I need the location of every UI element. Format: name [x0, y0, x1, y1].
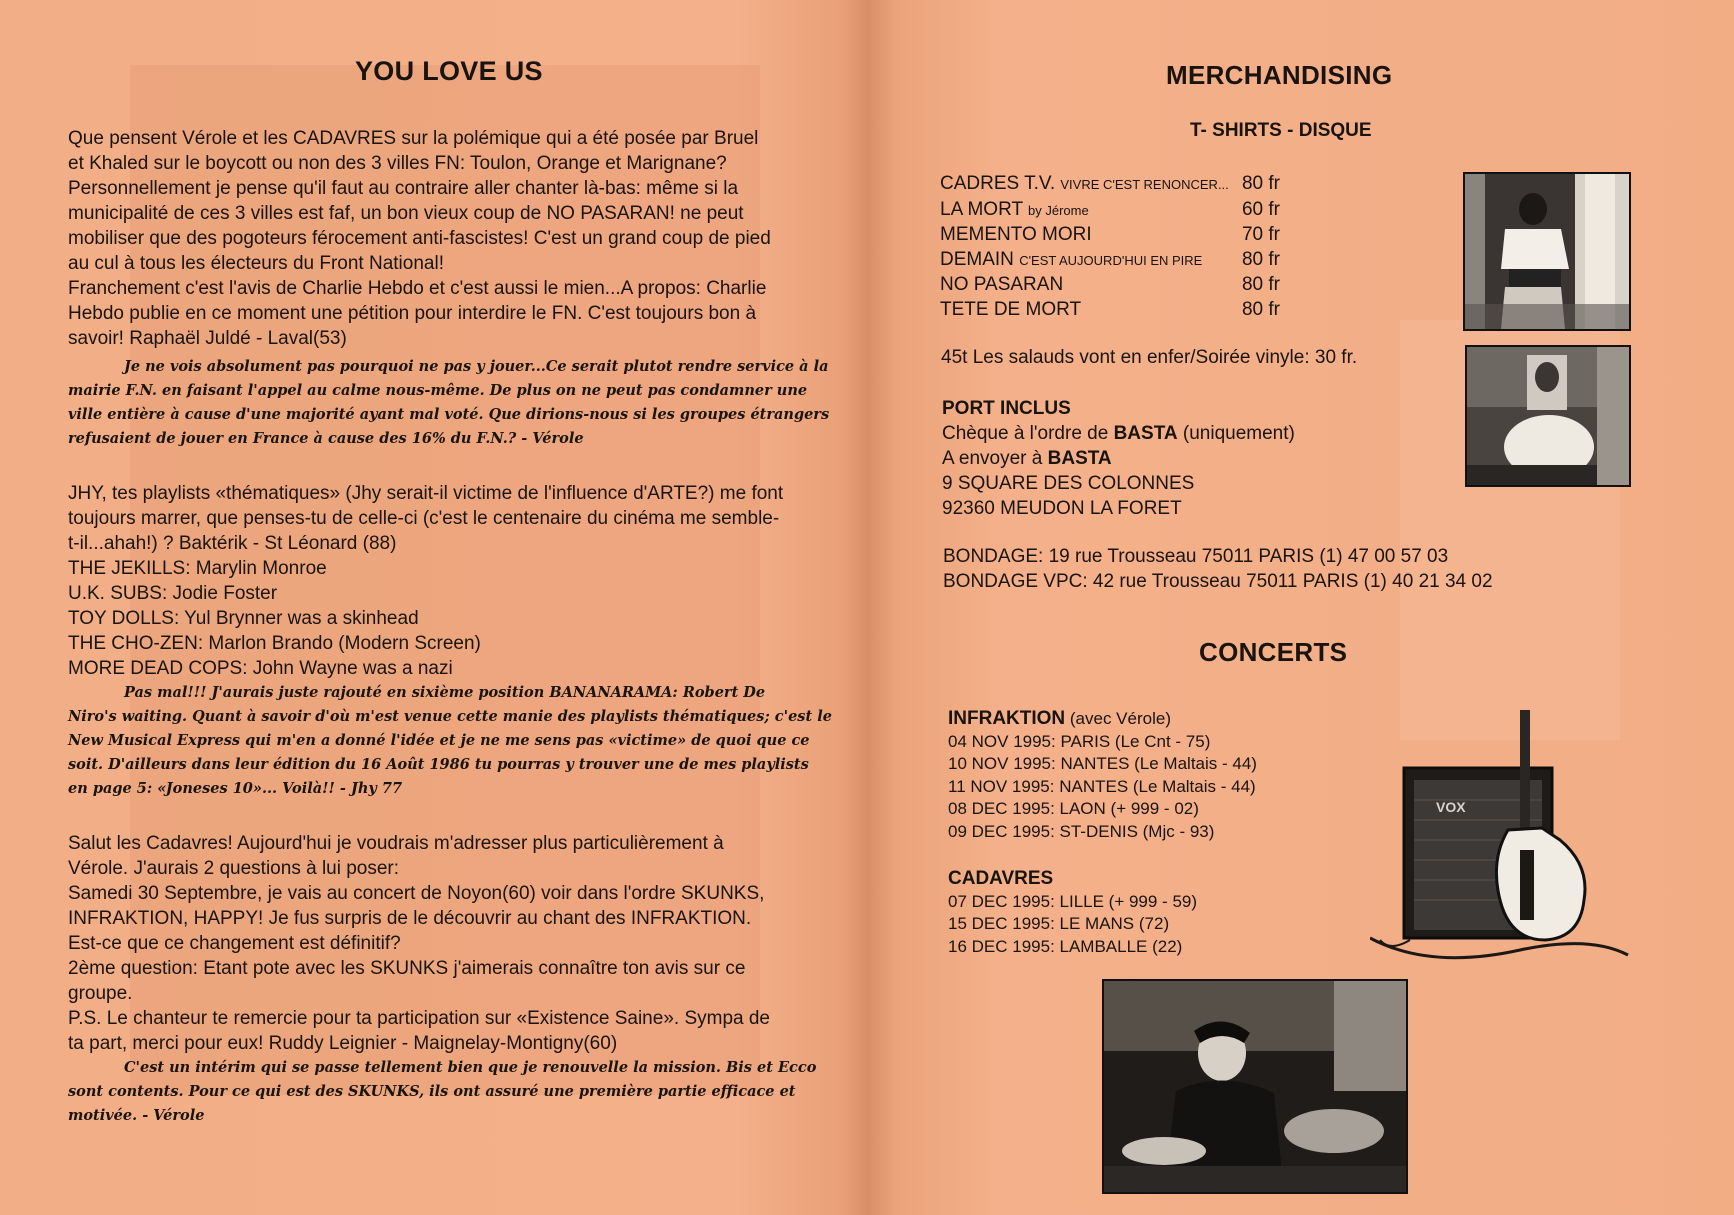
text-line: Personnellement je pense qu'il faut au contraire aller chanter là-bas: même si la: [68, 178, 739, 199]
group-name: CADAVRES: [948, 868, 1054, 889]
reply-line: C'est un intérim qui se passe tellement bien que je renouvelle la mission. Bis et Ecco: [124, 1059, 817, 1076]
concert-date: 11 NOV 1995: NANTES (Le Maltais - 44): [948, 776, 1256, 796]
letter-2-text: [68, 481, 858, 681]
merch-item-price: 60 fr: [1241, 198, 1280, 220]
letter-1-text: [68, 126, 858, 351]
reply-line: sont contents. Pour ce qui est des SKUNKS, ils ont assuré une première partie efficace et: [68, 1083, 796, 1100]
tshirt-photo-1: [1463, 172, 1631, 331]
reply-line: New Musical Express qui m'en a donné l'idée et je ne me sens pas «victime» de quoi que ce: [68, 732, 810, 749]
reply-line: motivée. - Vérole: [68, 1107, 205, 1124]
letter-1-reply: [68, 355, 858, 451]
merch-list: [940, 172, 1280, 322]
reply-line: Niro's waiting. Quant à savoir d'où m'est venue cette manie des playlists thématiques; c'est le: [68, 708, 832, 725]
port-title: PORT INCLUS: [942, 398, 1071, 419]
reply-line: refusaient de jouer en France à cause des 16% du F.N.? - Vérole: [68, 430, 584, 447]
concert-date: 16 DEC 1995: LAMBALLE (22): [948, 936, 1183, 956]
reply-line: Pas mal!!! J'aurais juste rajouté en sixième position BANANARAMA: Robert De: [124, 684, 766, 701]
text-line: ta part, merci pour eux! Ruddy Leignier - Maignelay-Montigny(60): [68, 1033, 618, 1054]
text-line: Vérole. J'aurais 2 questions à lui poser:: [68, 858, 400, 879]
cheque-line: [942, 421, 1295, 446]
reply-line: en page 5: «Joneses 10»... Voilà!! - Jhy 77: [68, 780, 403, 797]
text-line: P.S. Le chanteur te remercie pour ta participation sur «Existence Saine». Sympa de: [68, 1008, 770, 1029]
merch-item-price: 80 fr: [1241, 173, 1280, 194]
reply-line: Je ne vois absolument pas pourquoi ne pas y jouer...Ce serait plutot rendre service à la: [124, 358, 829, 375]
group-name: INFRAKTION: [948, 708, 1066, 729]
concert-group-cadavres: [948, 868, 1197, 958]
concert-date: 07 DEC 1995: LILLE (+ 999 - 59): [948, 891, 1198, 911]
merch-subtitle: T- SHIRTS - DISQUE: [1190, 120, 1372, 141]
reply-line: mairie F.N. en faisant l'appel au calme nous-même. De plus on ne peut pas condamner une: [68, 382, 808, 399]
merch-item: [940, 298, 1280, 323]
merch-item-name: TETE DE MORT: [940, 298, 1082, 320]
drummer-photo: [1102, 979, 1408, 1194]
concert-date: 09 DEC 1995: ST-DENIS (Mjc - 93): [948, 821, 1215, 841]
merch-item-name: DEMAIN: [940, 248, 1014, 270]
text-line: t-il...ahah!) ? Baktérik - St Léonard (88): [68, 533, 397, 554]
text-line: Que pensent Vérole et les CADAVRES sur la polémique qui a été posée par Bruel: [68, 128, 759, 149]
text-line: Est-ce que ce changement est définitif?: [68, 933, 401, 954]
text-line: U.K. SUBS: Jodie Foster: [68, 583, 278, 604]
text-line: toujours marrer, que penses-tu de celle-ci (c'est le centenaire du cinéma me semble-: [68, 508, 780, 529]
text-line: Franchement c'est l'avis de Charlie Hebdo et c'est aussi le mien...A propos: Charlie: [68, 278, 767, 299]
concert-date: 10 NOV 1995: NANTES (Le Maltais - 44): [948, 754, 1257, 773]
text-line: mobiliser que des pogoteurs férocement anti-fascistes! C'est un grand coup de pied: [68, 228, 771, 249]
merch-item: [940, 172, 1280, 198]
merch-item-name: CADRES T.V.: [940, 173, 1056, 194]
merch-item-name: MEMENTO MORI: [940, 224, 1092, 245]
text-line: Salut les Cadavres! Aujourd'hui je voudrais m'adresser plus particulièrement à: [68, 833, 724, 854]
address-line-1: 9 SQUARE DES COLONNES: [942, 473, 1195, 494]
merch-item-name: LA MORT: [940, 198, 1023, 220]
amp-guitar-illustration: [1370, 700, 1630, 962]
text-line: THE CHO-ZEN: Marlon Brando (Modern Screen): [68, 633, 481, 654]
merch-item: [940, 198, 1280, 224]
record-info: 45t Les salauds vont en enfer/Soirée vinyle: 30 fr.: [941, 347, 1358, 368]
cheque-pre: Chèque à l'ordre de: [942, 423, 1114, 444]
page-title-you-love-us: YOU LOVE US: [355, 56, 543, 86]
cheque-post: (uniquement): [1177, 423, 1295, 444]
concert-date: 15 DEC 1995: LE MANS (72): [948, 914, 1170, 933]
letter-2: [68, 481, 858, 801]
concert-group-infraktion: [948, 708, 1257, 843]
merch-item-name: NO PASARAN: [940, 274, 1064, 295]
merchandising-title: MERCHANDISING: [1166, 60, 1393, 90]
cheque-name: BASTA: [1113, 423, 1178, 444]
text-line: Hebdo publie en ce moment une pétition pour interdire le FN. C'est toujours bon à: [68, 303, 757, 324]
letter-1: [68, 126, 858, 451]
merch-item: [940, 273, 1280, 298]
text-line: municipalité de ces 3 villes est faf, un bon vieux coup de NO PASARAN! ne peut: [68, 203, 744, 224]
bondage-line-2: BONDAGE VPC: 42 rue Trousseau 75011 PARIS (1) 40 21 34 02: [943, 571, 1493, 592]
spacer: [68, 451, 858, 481]
merch-item-note: C'EST AUJOURD'HUI EN PIRE: [1019, 252, 1203, 268]
bondage-line-1: BONDAGE: 19 rue Trousseau 75011 PARIS (1) 47 00 57 03: [943, 546, 1449, 567]
letter-2-reply: [68, 681, 858, 801]
merch-item-note: VIVRE C'EST RENONCER...: [1060, 177, 1229, 192]
concerts-title: CONCERTS: [1199, 637, 1348, 667]
text-line: et Khaled sur le boycott ou non des 3 villes FN: Toulon, Orange et Marignane?: [68, 153, 727, 174]
letter-3-text: [68, 831, 858, 1056]
address-line-2: 92360 MEUDON LA FORET: [942, 498, 1182, 519]
text-line: 2ème question: Etant pote avec les SKUNKS j'aimerais connaître ton avis sur ce: [68, 958, 746, 979]
reply-line: ville entière à cause d'une majorité ayant mal voté. Que dirions-nous si les groupes étrangers: [68, 406, 830, 423]
bondage-info: [943, 544, 1493, 594]
order-info: [942, 396, 1295, 521]
text-line: Samedi 30 Septembre, je vais au concert de Noyon(60) voir dans l'ordre SKUNKS,: [68, 883, 765, 904]
text-line: TOY DOLLS: Yul Brynner was a skinhead: [68, 608, 419, 629]
send-line: [942, 446, 1295, 471]
text-line: JHY, tes playlists «thématiques» (Jhy serait-il victime de l'influence d'ARTE?) me font: [68, 483, 784, 504]
send-name: BASTA: [1047, 448, 1112, 469]
spacer: [68, 801, 858, 831]
letter-3: [68, 831, 858, 1128]
letter-3-reply: [68, 1056, 858, 1128]
concert-date: 04 NOV 1995: PARIS (Le Cnt - 75): [948, 731, 1211, 751]
text-line: INFRAKTION, HAPPY! Je fus surpris de le découvrir au chant des INFRAKTION.: [68, 908, 752, 929]
text-line: au cul à tous les électeurs du Front National!: [68, 253, 444, 274]
concert-date: 08 DEC 1995: LAON (+ 999 - 02): [948, 799, 1199, 818]
text-line: savoir! Raphaël Juldé - Laval(53): [68, 328, 347, 349]
letters-column: [68, 126, 858, 1128]
merch-item-price: 80 fr: [1241, 298, 1280, 320]
group-note: (avec Vérole): [1065, 709, 1171, 728]
merch-item: [940, 223, 1280, 248]
merch-item-price: 70 fr: [1241, 224, 1280, 245]
merch-item-note: by Jérome: [1028, 202, 1089, 218]
merch-item: [940, 248, 1280, 274]
reply-line: soit. D'ailleurs dans leur édition du 16 Août 1986 tu pourras y trouver une de mes playlists: [68, 756, 809, 773]
text-line: groupe.: [68, 983, 133, 1004]
send-pre: A envoyer à: [942, 448, 1048, 469]
amp-logo: VOX: [1436, 799, 1466, 815]
text-line: MORE DEAD COPS: John Wayne was a nazi: [68, 658, 453, 679]
tshirt-photo-2: [1465, 345, 1631, 487]
text-line: THE JEKILLS: Marylin Monroe: [68, 558, 327, 579]
merch-item-price: 80 fr: [1241, 248, 1280, 270]
merch-item-price: 80 fr: [1241, 274, 1280, 295]
